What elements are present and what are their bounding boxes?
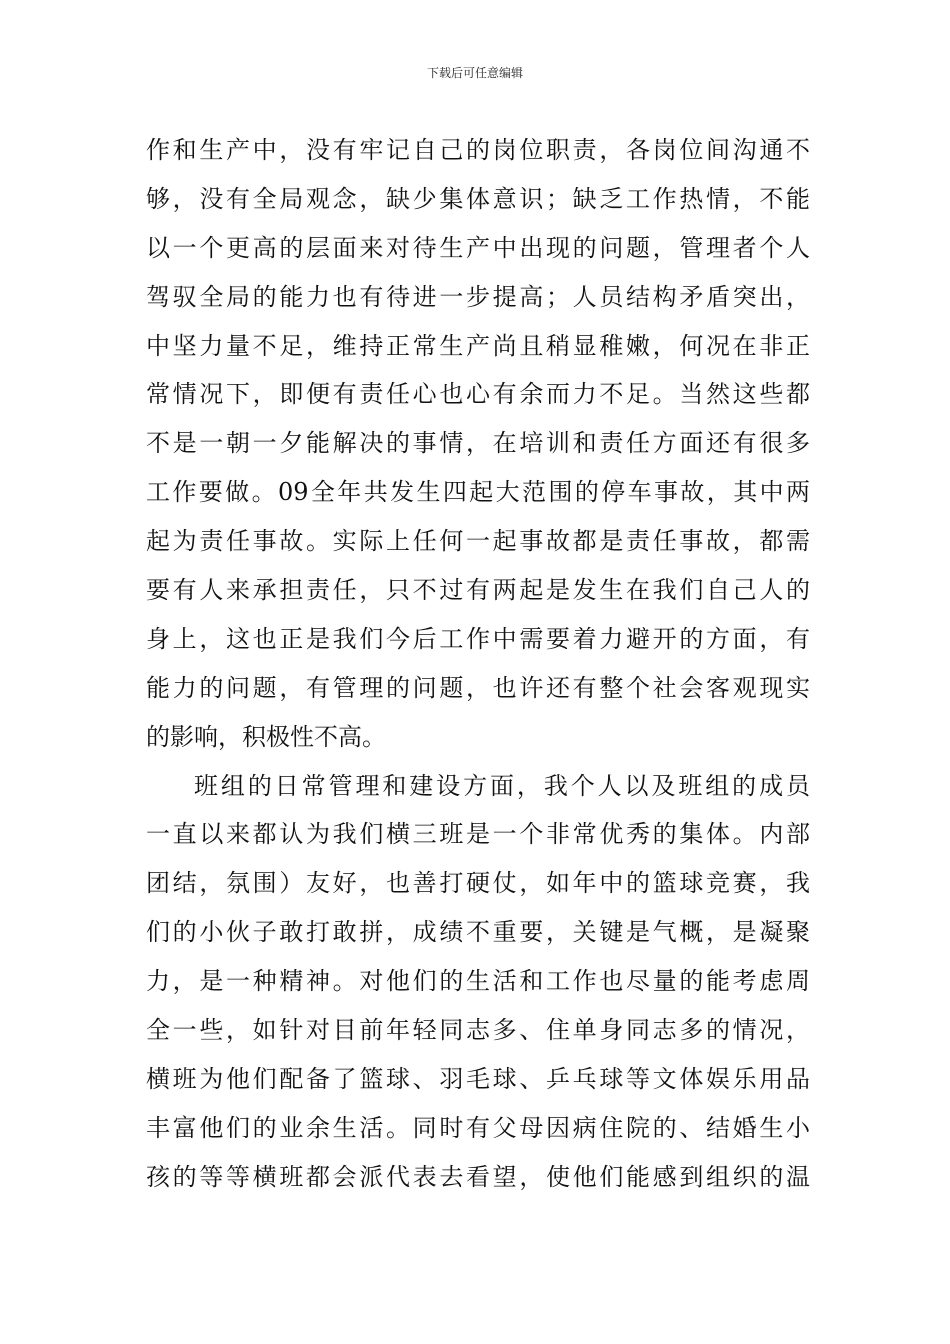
text-line: 丰富他们的业余生活。同时有父母因病住院的、结婚生小	[146, 1113, 810, 1142]
text-line: 要有人来承担责任，只不过有两起是发生在我们自己人的	[146, 576, 810, 605]
text-line: 身上，这也正是我们今后工作中需要着力避开的方面，有	[146, 624, 810, 653]
text-line: 全一些，如针对目前年轻同志多、住单身同志多的情况，	[146, 1016, 810, 1045]
text-line: 够，没有全局观念，缺少集体意识；缺乏工作热情，不能	[146, 184, 810, 213]
document-body	[146, 126, 810, 1202]
text-line: 不是一朝一夕能解决的事情，在培训和责任方面还有很多	[146, 429, 810, 458]
text-line: 能力的问题，有管理的问题，也许还有整个社会客观现实	[146, 673, 810, 702]
text-line: 们的小伙子敢打敢拼，成绩不重要，关键是气概，是凝聚	[146, 918, 810, 947]
text-line-first: 班组的日常管理和建设方面，我个人以及班组的成员	[194, 771, 810, 800]
text-line: 中坚力量不足，维持正常生产尚且稍显稚嫩，何况在非正	[146, 331, 810, 360]
text-line-last: 的影响，积极性不高。	[146, 722, 386, 751]
text-line: 工作要做。09全年共发生四起大范围的停车事故，其中两	[146, 478, 810, 507]
text-line: 作和生产中，没有牢记自己的岗位职责，各岗位间沟通不	[146, 136, 810, 164]
text-line: 起为责任事故。实际上任何一起事故都是责任事故，都需	[146, 527, 810, 556]
paragraph-2	[146, 762, 810, 1202]
text-line: 力，是一种精神。对他们的生活和工作也尽量的能考虑周	[146, 967, 810, 996]
text-line: 以一个更高的层面来对待生产中出现的问题，管理者个人	[146, 233, 810, 262]
paragraph-1	[146, 126, 810, 762]
text-line: 孩的等等横班都会派代表去看望，使他们能感到组织的温	[146, 1162, 810, 1191]
text-line: 团结，氛围）友好，也善打硬仗，如年中的篮球竞赛，我	[146, 869, 810, 898]
text-line: 驾驭全局的能力也有待进一步提高；人员结构矛盾突出，	[146, 282, 810, 311]
text-line: 一直以来都认为我们横三班是一个非常优秀的集体。内部	[146, 820, 810, 849]
text-line: 常情况下，即便有责任心也心有余而力不足。当然这些都	[146, 380, 810, 409]
page-header-note: 下载后可任意编辑	[426, 66, 523, 80]
text-line: 横班为他们配备了篮球、羽毛球、乒乓球等文体娱乐用品	[146, 1064, 810, 1093]
